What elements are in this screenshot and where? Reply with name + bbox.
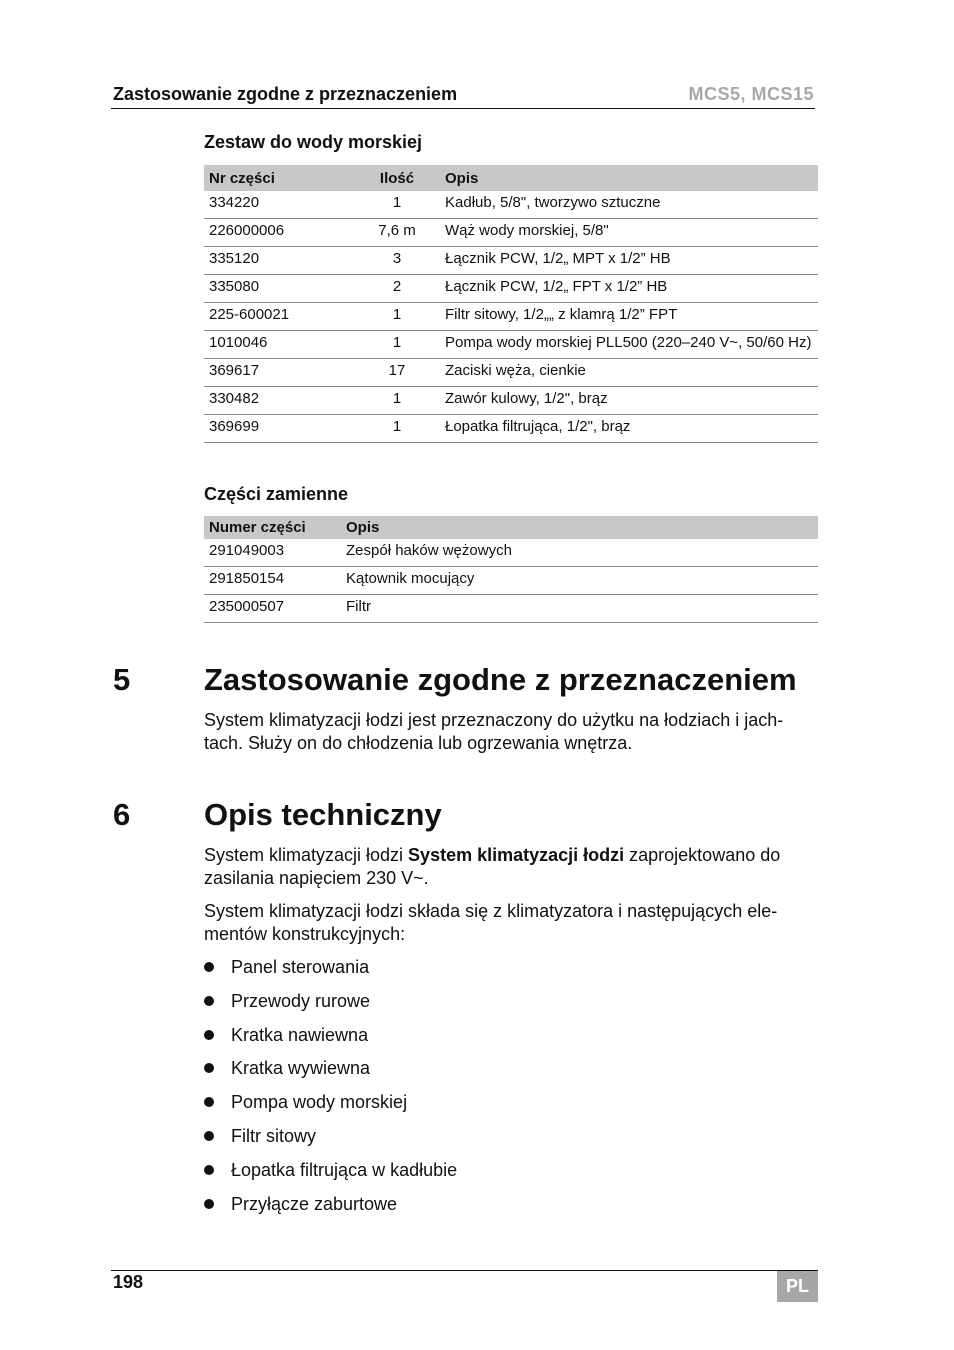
section-5-title: Zastosowanie zgodne z przeznaczeniem — [204, 662, 797, 697]
bullet-icon — [204, 962, 214, 972]
table-row — [204, 331, 818, 359]
bullet-icon — [204, 1131, 214, 1141]
list-item-text: Kratka wywiewna — [231, 1058, 371, 1079]
quantity: 1 — [354, 191, 440, 219]
running-header-title: Zastosowanie zgodne z przeznaczeniem — [113, 84, 458, 104]
table-row — [204, 247, 818, 275]
header-divider — [111, 108, 815, 109]
section-5-paragraph — [204, 709, 820, 755]
language-badge: PL — [777, 1271, 818, 1302]
description: Łopatka filtrująca, 1/2", brąz — [440, 415, 818, 443]
table-row — [204, 191, 818, 219]
spare-parts-table — [204, 516, 818, 623]
part-number: 369617 — [204, 359, 354, 387]
bullet-icon — [204, 1063, 214, 1073]
table-row — [204, 567, 818, 595]
quantity: 1 — [354, 303, 440, 331]
seawater-kit-table — [204, 165, 818, 443]
description: Kątownik mocujący — [341, 567, 818, 595]
quantity: 1 — [354, 387, 440, 415]
bullet-icon — [204, 1030, 214, 1040]
table-row — [204, 387, 818, 415]
description: Zawór kulowy, 1/2", brąz — [440, 387, 818, 415]
list-item — [204, 1090, 457, 1124]
section-6-paragraph-1 — [204, 844, 820, 890]
bullet-icon — [204, 996, 214, 1006]
quantity: 1 — [354, 331, 440, 359]
seawater-kit-title: Zestaw do wody morskiej — [204, 132, 423, 152]
list-item-text: Kratka nawiewna — [231, 1024, 369, 1045]
paragraph-line: tach. Służy on do chłodzenia lub ogrzewania wnętrza. — [204, 733, 633, 753]
paragraph-line — [204, 844, 820, 867]
list-item — [204, 1192, 457, 1226]
bold-product-name: System klimatyzacji łodzi — [408, 845, 625, 865]
table-header-row — [204, 516, 818, 539]
list-item-text: Przewody rurowe — [231, 990, 371, 1011]
table-row — [204, 275, 818, 303]
list-item-text: Pompa wody morskiej — [231, 1092, 408, 1113]
table-row — [204, 415, 818, 443]
bullet-icon — [204, 1199, 214, 1209]
list-item-text: Przyłącze zaburtowe — [231, 1193, 398, 1214]
part-number: 335080 — [204, 275, 354, 303]
section-6-number: 6 — [113, 797, 131, 832]
table-row — [204, 595, 818, 623]
part-number: 235000507 — [204, 595, 341, 623]
table-row — [204, 359, 818, 387]
running-header-model: MCS5, MCS15 — [688, 84, 814, 104]
table-header-row — [204, 165, 818, 191]
paragraph-line: System klimatyzacji łodzi składa się z klimatyzatora i następujących ele- — [204, 901, 778, 921]
paragraph-line: mentów konstrukcyjnych: — [204, 924, 406, 944]
section-6-paragraph-2 — [204, 900, 820, 946]
col-part-number: Numer części — [204, 516, 341, 539]
description: Łącznik PCW, 1/2„ FPT x 1/2” HB — [440, 275, 818, 303]
part-number: 369699 — [204, 415, 354, 443]
description: Filtr sitowy, 1/2„„ z klamrą 1/2” FPT — [440, 303, 818, 331]
spare-parts-title: Części zamienne — [204, 484, 349, 504]
quantity: 1 — [354, 415, 440, 443]
part-number: 330482 — [204, 387, 354, 415]
list-item-text: Łopatka filtrująca w kadłubie — [231, 1159, 458, 1180]
col-description: Opis — [341, 516, 818, 539]
part-number: 335120 — [204, 247, 354, 275]
table-row — [204, 539, 818, 567]
bullet-icon — [204, 1165, 214, 1175]
page-number: 198 — [113, 1272, 144, 1292]
component-list — [204, 955, 457, 1225]
description: Wąż wody morskiej, 5/8" — [440, 219, 818, 247]
description: Kadłub, 5/8", tworzywo sztuczne — [440, 191, 818, 219]
list-item — [204, 1056, 457, 1090]
table-row — [204, 303, 818, 331]
description: Łącznik PCW, 1/2„ MPT x 1/2” HB — [440, 247, 818, 275]
part-number: 291049003 — [204, 539, 341, 567]
part-number: 291850154 — [204, 567, 341, 595]
section-6-title: Opis techniczny — [204, 797, 442, 832]
section-5-number: 5 — [113, 662, 131, 697]
part-number: 1010046 — [204, 331, 354, 359]
text: System klimatyzacji łodzi — [204, 845, 409, 865]
footer-divider — [111, 1270, 818, 1271]
list-item — [204, 955, 457, 989]
text: zaprojektowano do — [624, 845, 781, 865]
col-part-number: Nr części — [204, 165, 354, 191]
list-item-text: Panel sterowania — [231, 957, 370, 977]
paragraph-line: zasilania napięciem 230 V~. — [204, 868, 429, 888]
paragraph-line: System klimatyzacji łodzi jest przeznaczony do użytku na łodziach i jach- — [204, 710, 784, 730]
part-number: 226000006 — [204, 219, 354, 247]
quantity: 3 — [354, 247, 440, 275]
part-number: 334220 — [204, 191, 354, 219]
part-number: 225-600021 — [204, 303, 354, 331]
description: Filtr — [341, 595, 818, 623]
description: Zaciski węża, cienkie — [440, 359, 818, 387]
quantity: 2 — [354, 275, 440, 303]
col-quantity: Ilość — [354, 165, 440, 191]
quantity: 7,6 m — [354, 219, 440, 247]
description: Zespół haków wężowych — [341, 539, 818, 567]
list-item — [204, 989, 457, 1023]
quantity: 17 — [354, 359, 440, 387]
bullet-icon — [204, 1097, 214, 1107]
col-description: Opis — [440, 165, 818, 191]
list-item — [204, 1158, 457, 1192]
list-item-text: Filtr sitowy — [231, 1125, 316, 1146]
table-row — [204, 219, 818, 247]
list-item — [204, 1023, 457, 1057]
description: Pompa wody morskiej PLL500 (220–240 V~, 50/60 Hz) — [440, 331, 818, 359]
list-item — [204, 1124, 457, 1158]
